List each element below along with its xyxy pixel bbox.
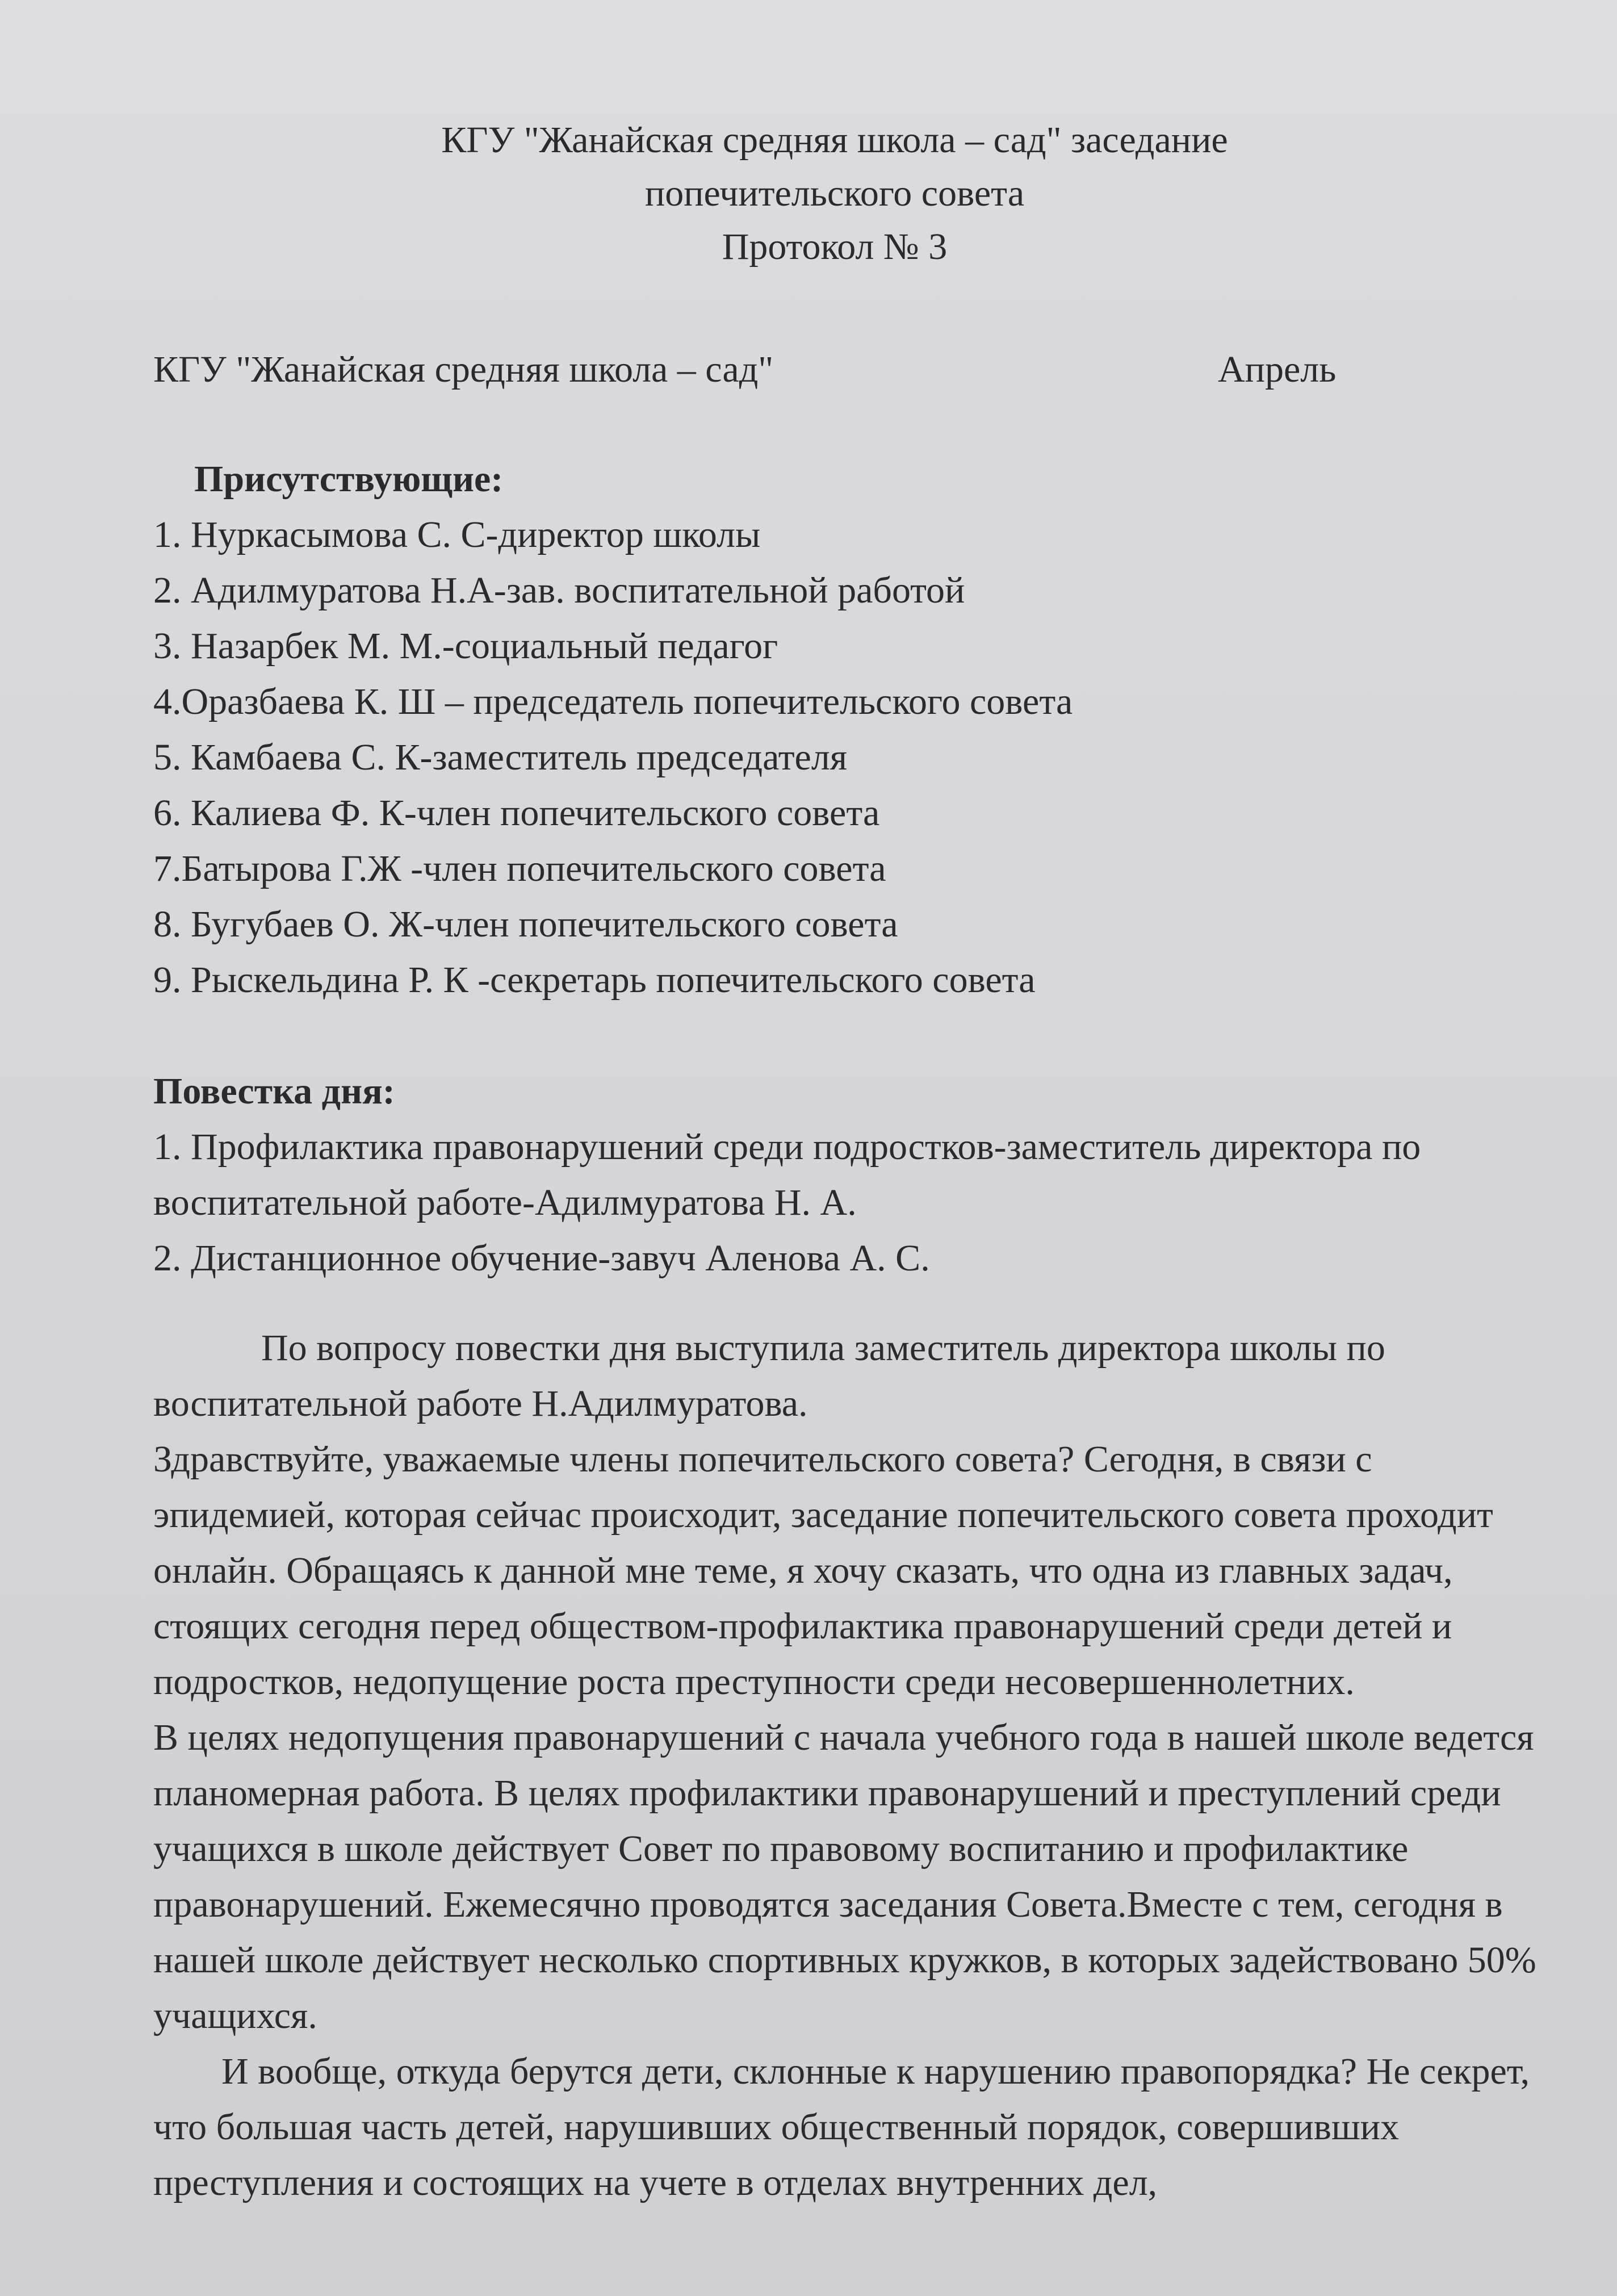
minutes-body	[153, 1320, 1556, 2211]
attendee-item: 4.Оразбаева К. Ш – председатель попечительского совета	[153, 681, 1073, 722]
protocol-number: Протокол № 3	[722, 226, 948, 267]
attendee-item: 7.Батырова Г.Ж -член попечительского совета	[153, 848, 886, 889]
body-paragraph: В целях недопущения правонарушений с начала учебного года в нашей школе ведется планомерная работа. В целях профилактики правонарушений и преступлений среди учащихся в школе действует Совет по правовому воспитанию и профилактике правонарушений. Ежемесячно проводятся заседания Совета.Вместе с тем, сегодня в нашей школе действует несколько спортивных кружков, в которых задействовано 50% учащихся.	[153, 1717, 1536, 2036]
attendee-item: 5. Камбаева С. К-заместитель председателя	[153, 737, 848, 778]
body-paragraph: По вопросу повестки дня выступила заместитель директора школы по воспитательной работе Н.Адилмуратова.	[153, 1327, 1385, 1424]
document-header	[238, 114, 1431, 274]
attendee-item: 2. Адилмуратова Н.А-зав. воспитательной работой	[153, 570, 965, 611]
attendees-heading: Присутствующие:	[194, 458, 504, 500]
meeting-month: Апрель	[1218, 349, 1337, 390]
document-page	[153, 114, 1550, 2211]
body-paragraph: И вообще, откуда берутся дети, склонные к нарушению правопорядка? Не секрет, что большая часть детей, нарушивших общественный порядок, совершивших преступления и состоящих на учете в отделах внутренних дел,	[153, 2051, 1530, 2203]
attendees-list	[153, 507, 1550, 1008]
header-line-2: попечительского совета	[644, 173, 1025, 214]
meta-row	[153, 342, 1550, 398]
header-line-1: КГУ "Жанайская средняя школа – сад" заседание	[441, 119, 1228, 161]
agenda-item: 2. Дистанционное обучение-завуч Аленова А. С.	[153, 1237, 930, 1279]
attendee-item: 6. Калиева Ф. К-член попечительского совета	[153, 792, 880, 834]
attendee-item: 1. Нуркасымова С. С-директор школы	[153, 514, 761, 555]
attendee-item: 8. Бугубаев О. Ж-член попечительского совета	[153, 904, 898, 945]
attendee-item: 9. Рыскельдина Р. К -секретарь попечительского совета	[153, 959, 1036, 1001]
agenda-item: 1. Профилактика правонарушений среди подростков-заместитель директора по воспитательной работе-Адилмуратова Н. А.	[153, 1126, 1421, 1223]
attendee-item: 3. Назарбек М. М.-социальный педагог	[153, 625, 778, 667]
body-paragraph: Здравствуйте, уважаемые члены попечительского совета? Сегодня, в связи с эпидемией, которая сейчас происходит, заседание попечительского совета проходит онлайн. Обращаясь к данной мне теме, я хочу сказать, что одна из главных задач, стоящих сегодня перед обществом-профилактика правонарушений среди детей и подростков, недопущение роста преступности среди несовершеннолетних.	[153, 1438, 1493, 1703]
organization-name: КГУ "Жанайская средняя школа – сад"	[153, 349, 774, 390]
agenda-heading: Повестка дня:	[153, 1070, 395, 1112]
